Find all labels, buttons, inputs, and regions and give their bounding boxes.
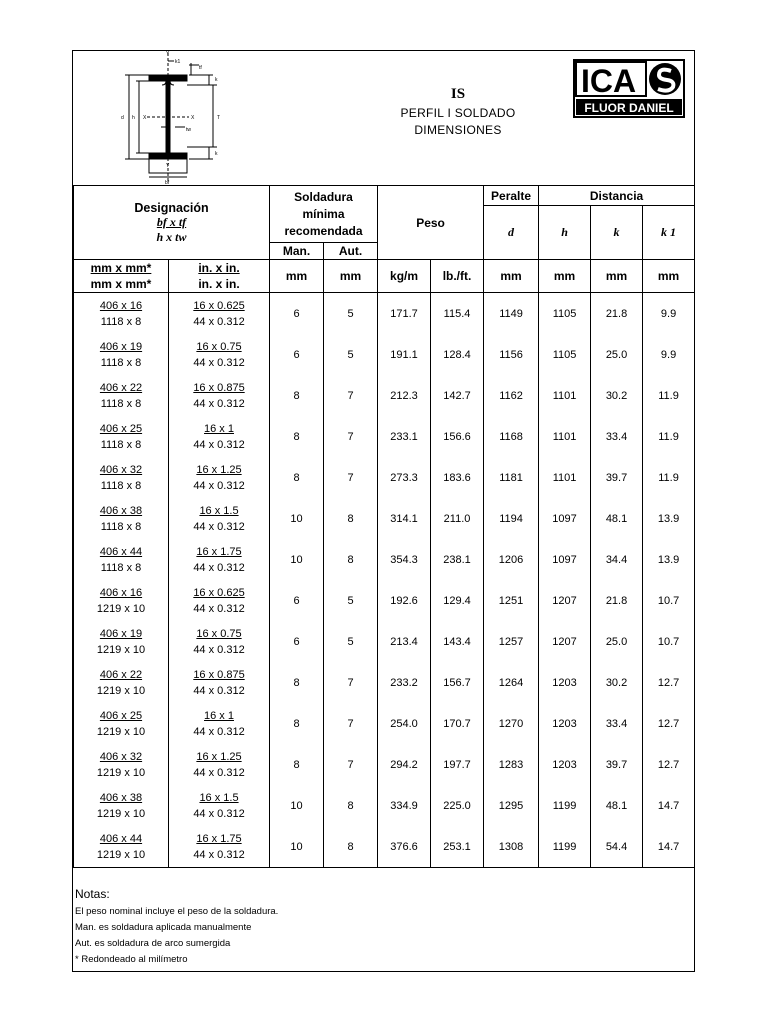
cell-k1: 13.9 bbox=[643, 498, 695, 539]
unit-k: mm bbox=[591, 260, 643, 293]
cell-k: 33.4 bbox=[591, 703, 643, 744]
diagram-label-k-bottom: k bbox=[215, 151, 218, 157]
cell-k: 39.7 bbox=[591, 457, 643, 498]
cell-lbft: 170.7 bbox=[431, 703, 484, 744]
table-row bbox=[74, 744, 695, 785]
diagram-label-tw: tw bbox=[186, 127, 191, 133]
cell-kgm: 192.6 bbox=[378, 580, 431, 621]
unit-in: in. x in. in. x in. bbox=[169, 260, 270, 293]
cell-aut: 5 bbox=[324, 293, 378, 335]
table-row bbox=[74, 498, 695, 539]
cell-aut: 8 bbox=[324, 539, 378, 580]
cell-man: 6 bbox=[270, 334, 324, 375]
cell-man: 10 bbox=[270, 785, 324, 826]
cell-lbft: 156.7 bbox=[431, 662, 484, 703]
cell-h: 1105 bbox=[539, 334, 591, 375]
diagram-label-x-left: X bbox=[143, 115, 147, 121]
cell-mm: 406 x 44 1118 x 8 bbox=[74, 539, 169, 580]
cell-mm: 406 x 22 1118 x 8 bbox=[74, 375, 169, 416]
peso-header: Peso bbox=[378, 186, 484, 260]
cell-d: 1149 bbox=[484, 293, 539, 335]
cell-k: 30.2 bbox=[591, 662, 643, 703]
cell-man: 8 bbox=[270, 416, 324, 457]
cell-h: 1101 bbox=[539, 375, 591, 416]
cell-kgm: 376.6 bbox=[378, 826, 431, 868]
cell-d: 1295 bbox=[484, 785, 539, 826]
spec-sheet bbox=[72, 50, 695, 972]
table-row bbox=[74, 580, 695, 621]
cell-in: 16 x 1.25 44 x 0.312 bbox=[169, 744, 270, 785]
cell-k1: 11.9 bbox=[643, 375, 695, 416]
cell-d: 1283 bbox=[484, 744, 539, 785]
cell-lbft: 128.4 bbox=[431, 334, 484, 375]
unit-h: mm bbox=[539, 260, 591, 293]
cell-k: 48.1 bbox=[591, 498, 643, 539]
cell-kgm: 273.3 bbox=[378, 457, 431, 498]
cell-h: 1101 bbox=[539, 457, 591, 498]
cell-h: 1207 bbox=[539, 580, 591, 621]
cell-h: 1203 bbox=[539, 744, 591, 785]
cell-aut: 8 bbox=[324, 498, 378, 539]
cell-h: 1207 bbox=[539, 621, 591, 662]
note-line-1: El peso nominal incluye el peso de la soldadura. bbox=[75, 906, 279, 917]
cell-d: 1206 bbox=[484, 539, 539, 580]
cell-kgm: 334.9 bbox=[378, 785, 431, 826]
cell-h: 1199 bbox=[539, 826, 591, 868]
k-header: k bbox=[591, 206, 643, 260]
cell-kgm: 254.0 bbox=[378, 703, 431, 744]
cell-mm: 406 x 19 1219 x 10 bbox=[74, 621, 169, 662]
cell-mm: 406 x 25 1219 x 10 bbox=[74, 703, 169, 744]
cell-lbft: 143.4 bbox=[431, 621, 484, 662]
cell-kgm: 354.3 bbox=[378, 539, 431, 580]
cell-kgm: 233.1 bbox=[378, 416, 431, 457]
cell-lbft: 238.1 bbox=[431, 539, 484, 580]
cell-k: 34.4 bbox=[591, 539, 643, 580]
cell-kgm: 294.2 bbox=[378, 744, 431, 785]
cell-k1: 12.7 bbox=[643, 703, 695, 744]
ica-fluor-daniel-logo bbox=[573, 59, 685, 119]
cell-in: 16 x 0.875 44 x 0.312 bbox=[169, 662, 270, 703]
unit-aut: mm bbox=[324, 260, 378, 293]
cell-aut: 5 bbox=[324, 334, 378, 375]
sheet-header bbox=[73, 51, 694, 185]
cell-d: 1251 bbox=[484, 580, 539, 621]
cell-man: 8 bbox=[270, 703, 324, 744]
cell-h: 1203 bbox=[539, 662, 591, 703]
cell-aut: 8 bbox=[324, 785, 378, 826]
notes-title: Notas: bbox=[75, 887, 110, 901]
cell-h: 1105 bbox=[539, 293, 591, 335]
designacion-label: Designación bbox=[134, 200, 209, 215]
cell-k: 30.2 bbox=[591, 375, 643, 416]
cell-k1: 10.7 bbox=[643, 621, 695, 662]
i-beam-diagram bbox=[109, 51, 249, 185]
cell-kgm: 212.3 bbox=[378, 375, 431, 416]
cell-k: 48.1 bbox=[591, 785, 643, 826]
cell-man: 6 bbox=[270, 293, 324, 335]
cell-lbft: 225.0 bbox=[431, 785, 484, 826]
cell-aut: 7 bbox=[324, 416, 378, 457]
cell-kgm: 233.2 bbox=[378, 662, 431, 703]
table-row bbox=[74, 826, 695, 868]
cell-in: 16 x 0.75 44 x 0.312 bbox=[169, 621, 270, 662]
cell-d: 1181 bbox=[484, 457, 539, 498]
note-line-4: * Redondeado al milímetro bbox=[75, 954, 188, 965]
soldadura-header: Soldadura mínima recomendada bbox=[270, 186, 378, 243]
cell-aut: 5 bbox=[324, 580, 378, 621]
cell-kgm: 171.7 bbox=[378, 293, 431, 335]
cell-k1: 9.9 bbox=[643, 334, 695, 375]
cell-d: 1194 bbox=[484, 498, 539, 539]
table-row bbox=[74, 621, 695, 662]
cell-aut: 8 bbox=[324, 826, 378, 868]
table-row bbox=[74, 334, 695, 375]
diagram-label-k1: k1 bbox=[175, 59, 181, 65]
table-row bbox=[74, 293, 695, 335]
unit-lbft: lb./ft. bbox=[431, 260, 484, 293]
cell-k1: 14.7 bbox=[643, 826, 695, 868]
cell-mm: 406 x 25 1118 x 8 bbox=[74, 416, 169, 457]
diagram-label-k: k bbox=[215, 77, 218, 83]
diagram-label-bf: bf bbox=[165, 180, 170, 185]
cell-k: 39.7 bbox=[591, 744, 643, 785]
cell-man: 8 bbox=[270, 744, 324, 785]
cell-mm: 406 x 32 1118 x 8 bbox=[74, 457, 169, 498]
table-row bbox=[74, 703, 695, 744]
man-header: Man. bbox=[270, 243, 324, 260]
cell-aut: 7 bbox=[324, 457, 378, 498]
unit-d: mm bbox=[484, 260, 539, 293]
cell-man: 10 bbox=[270, 539, 324, 580]
cell-lbft: 197.7 bbox=[431, 744, 484, 785]
table-row bbox=[74, 375, 695, 416]
cell-mm: 406 x 32 1219 x 10 bbox=[74, 744, 169, 785]
d-header: d bbox=[484, 206, 539, 260]
cell-k1: 12.7 bbox=[643, 744, 695, 785]
title-line-1: PERFIL I SOLDADO bbox=[400, 106, 516, 120]
diagram-label-tf: tf bbox=[199, 65, 202, 71]
unit-mm: mm x mm* mm x mm* bbox=[74, 260, 169, 293]
cell-in: 16 x 1.5 44 x 0.312 bbox=[169, 498, 270, 539]
h-header: h bbox=[539, 206, 591, 260]
cell-d: 1264 bbox=[484, 662, 539, 703]
title-line-2: DIMENSIONES bbox=[414, 123, 502, 137]
logo-fluor-daniel: FLUOR DANIEL bbox=[584, 101, 674, 115]
title-block bbox=[373, 86, 543, 137]
cell-mm: 406 x 19 1118 x 8 bbox=[74, 334, 169, 375]
cell-k1: 12.7 bbox=[643, 662, 695, 703]
dimensions-table bbox=[73, 185, 695, 868]
cell-man: 6 bbox=[270, 580, 324, 621]
cell-h: 1097 bbox=[539, 498, 591, 539]
cell-mm: 406 x 38 1219 x 10 bbox=[74, 785, 169, 826]
cell-mm: 406 x 38 1118 x 8 bbox=[74, 498, 169, 539]
cell-d: 1156 bbox=[484, 334, 539, 375]
cell-aut: 7 bbox=[324, 375, 378, 416]
cell-aut: 7 bbox=[324, 703, 378, 744]
cell-k1: 9.9 bbox=[643, 293, 695, 335]
notes-section bbox=[73, 883, 694, 972]
cell-lbft: 129.4 bbox=[431, 580, 484, 621]
cell-mm: 406 x 16 1118 x 8 bbox=[74, 293, 169, 335]
diagram-label-t: T bbox=[217, 115, 221, 121]
diagram-label-x-right: X bbox=[191, 115, 195, 121]
cell-k1: 11.9 bbox=[643, 457, 695, 498]
cell-k: 25.0 bbox=[591, 334, 643, 375]
cell-kgm: 314.1 bbox=[378, 498, 431, 539]
cell-k: 25.0 bbox=[591, 621, 643, 662]
cell-man: 6 bbox=[270, 621, 324, 662]
cell-h: 1101 bbox=[539, 416, 591, 457]
cell-in: 16 x 1.75 44 x 0.312 bbox=[169, 826, 270, 868]
cell-mm: 406 x 44 1219 x 10 bbox=[74, 826, 169, 868]
table-row bbox=[74, 539, 695, 580]
cell-lbft: 211.0 bbox=[431, 498, 484, 539]
cell-d: 1168 bbox=[484, 416, 539, 457]
cell-d: 1162 bbox=[484, 375, 539, 416]
designacion-header bbox=[74, 186, 270, 260]
cell-h: 1097 bbox=[539, 539, 591, 580]
cell-lbft: 156.6 bbox=[431, 416, 484, 457]
cell-h: 1199 bbox=[539, 785, 591, 826]
cell-k1: 14.7 bbox=[643, 785, 695, 826]
cell-man: 8 bbox=[270, 457, 324, 498]
cell-h: 1203 bbox=[539, 703, 591, 744]
table-row bbox=[74, 662, 695, 703]
cell-lbft: 142.7 bbox=[431, 375, 484, 416]
cell-in: 16 x 1 44 x 0.312 bbox=[169, 703, 270, 744]
cell-man: 10 bbox=[270, 826, 324, 868]
aut-header: Aut. bbox=[324, 243, 378, 260]
cell-in: 16 x 1 44 x 0.312 bbox=[169, 416, 270, 457]
cell-in: 16 x 1.75 44 x 0.312 bbox=[169, 539, 270, 580]
cell-mm: 406 x 22 1219 x 10 bbox=[74, 662, 169, 703]
cell-mm: 406 x 16 1219 x 10 bbox=[74, 580, 169, 621]
unit-kgm: kg/m bbox=[378, 260, 431, 293]
cell-k1: 10.7 bbox=[643, 580, 695, 621]
designacion-formula-bottom: h x tw bbox=[156, 229, 187, 244]
cell-k: 21.8 bbox=[591, 293, 643, 335]
cell-aut: 7 bbox=[324, 744, 378, 785]
diagram-label-h: h bbox=[132, 115, 135, 121]
table-row bbox=[74, 416, 695, 457]
distancia-header: Distancia bbox=[539, 186, 695, 206]
cell-k1: 11.9 bbox=[643, 416, 695, 457]
cell-kgm: 213.4 bbox=[378, 621, 431, 662]
note-line-3: Aut. es soldadura de arco sumergida bbox=[75, 938, 231, 949]
cell-man: 10 bbox=[270, 498, 324, 539]
cell-in: 16 x 0.625 44 x 0.312 bbox=[169, 580, 270, 621]
diagram-label-d: d bbox=[121, 115, 124, 121]
table-row bbox=[74, 785, 695, 826]
cell-aut: 7 bbox=[324, 662, 378, 703]
diagram-label-y-top: Y bbox=[166, 51, 170, 57]
cell-lbft: 115.4 bbox=[431, 293, 484, 335]
cell-in: 16 x 1.25 44 x 0.312 bbox=[169, 457, 270, 498]
cell-k1: 13.9 bbox=[643, 539, 695, 580]
note-line-2: Man. es soldadura aplicada manualmente bbox=[75, 922, 252, 933]
cell-d: 1270 bbox=[484, 703, 539, 744]
cell-k: 21.8 bbox=[591, 580, 643, 621]
cell-in: 16 x 0.75 44 x 0.312 bbox=[169, 334, 270, 375]
cell-kgm: 191.1 bbox=[378, 334, 431, 375]
peralte-header: Peralte bbox=[484, 186, 539, 206]
k1-header: k 1 bbox=[643, 206, 695, 260]
cell-man: 8 bbox=[270, 375, 324, 416]
unit-k1: mm bbox=[643, 260, 695, 293]
logo-ica: ICA bbox=[581, 63, 637, 99]
cell-k: 54.4 bbox=[591, 826, 643, 868]
cell-man: 8 bbox=[270, 662, 324, 703]
designacion-formula-top: bf x tf bbox=[156, 214, 187, 229]
cell-lbft: 253.1 bbox=[431, 826, 484, 868]
cell-aut: 5 bbox=[324, 621, 378, 662]
table-row bbox=[74, 457, 695, 498]
profile-code: IS bbox=[450, 86, 466, 102]
cell-lbft: 183.6 bbox=[431, 457, 484, 498]
cell-in: 16 x 1.5 44 x 0.312 bbox=[169, 785, 270, 826]
cell-k: 33.4 bbox=[591, 416, 643, 457]
unit-man: mm bbox=[270, 260, 324, 293]
cell-in: 16 x 0.625 44 x 0.312 bbox=[169, 293, 270, 335]
diagram-label-y-bottom: Y bbox=[166, 163, 170, 169]
cell-d: 1308 bbox=[484, 826, 539, 868]
cell-d: 1257 bbox=[484, 621, 539, 662]
table-body bbox=[74, 293, 695, 868]
cell-in: 16 x 0.875 44 x 0.312 bbox=[169, 375, 270, 416]
